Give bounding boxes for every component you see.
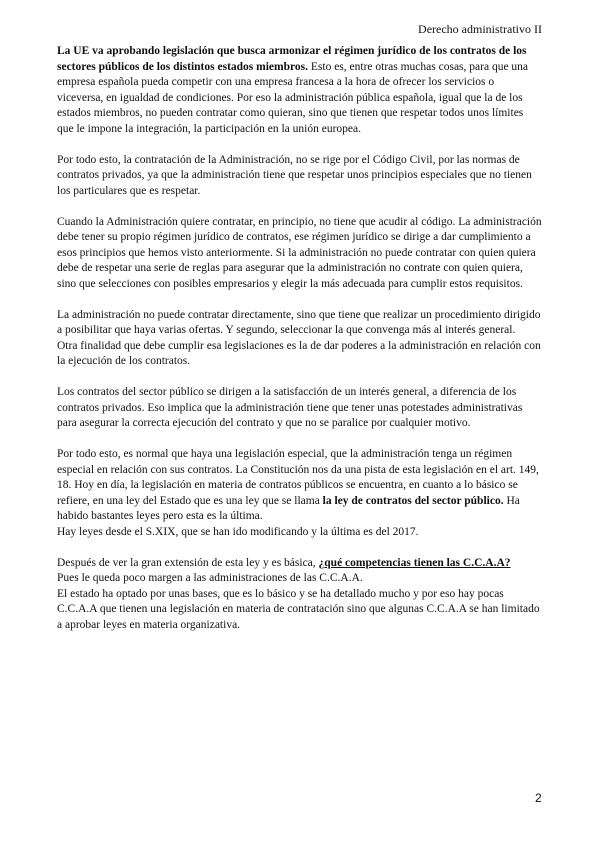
- paragraph-bases: El estado ha optado por unas bases, que es lo básico y se ha detallado mucho y por eso hay pocas C.C.A.A que tienen una legislación en materia de contratación sino que algunas C.C.A.A se han limitado a aprobar leyes en materia organizativa.: [57, 587, 540, 631]
- paragraph-margen: Pues le queda poco margen a las administraciones de las C.C.A.A.: [57, 572, 363, 584]
- page-header-title: Derecho administrativo II: [418, 22, 542, 36]
- paragraph-procedimiento: La administración no puede contratar directamente, sino que tiene que realizar un procedimiento dirigido a posibilitar que haya varias ofertas. Y segundo, seleccionar la que convenga más al interés general.: [57, 308, 541, 336]
- paragraph-text: Esto es, entre otras muchas cosas, para que una empresa española pueda competir con una empresa francesa a la hora de ofrecer los servicios o viceversa, en igualdad de condiciones. Por eso la administración pública española, igual que la de los estados miembros, no pueden contratar como quieran, sino que tienen que respetar todos unos límites que le impone la integración, la participación en la unión europea.: [57, 60, 529, 135]
- paragraph-text-tail: Ha habido bastantes leyes pero esta es la última.: [57, 494, 520, 522]
- paragraph-text: Por todo esto, es normal que haya una legislación especial, que la administración tenga un régimen especial en relación con sus contratos. La Constitución nos da una pista de esta legislación en el art. 149, 18. Hoy en día, la legislación en materia de contratos públicos se encuentra, en cuanto a lo básico se refiere, en una ley del Estado que es una ley que se llama: [57, 448, 539, 507]
- paragraph-codigo-civil: Por todo esto, la contratación de la Administración, no se rige por el Código Civil, por las normas de contratos privados, ya que la administración tiene que respetar unos principios especiales que no tienen los particulares que es respetar.: [57, 153, 532, 197]
- paragraph-regimen-juridico: Cuando la Administración quiere contratar, en principio, no tiene que acudir al código. La administración debe tener su propio régimen jurídico de contratos, ese régimen jurídico se dirige a dar cumplimiento a esos principios que hemos visto anteriormente. Si la administración no puede contratar con quien quiera debe de respetar una serie de reglas para asegurar que la administración no contrate con quien quiera, sino que selecciones con posibles empresarios y elegir la más adecuada para cumplir estos requisitos.: [57, 215, 542, 290]
- paragraph-legislacion-especial: [57, 447, 542, 525]
- page-body: [57, 44, 542, 649]
- paragraph-otra-finalidad: Otra finalidad que debe cumplir esa legislaciones es la de dar poderes a la administración en relación con la ejecución de los contratos.: [57, 339, 541, 367]
- bold-question: ¿qué competencias tienen las C.C.A.A?: [318, 556, 511, 569]
- paragraph-text: Después de ver la gran extensión de esta ley y es básica,: [57, 556, 319, 569]
- paragraph-ue-legislation: [57, 44, 542, 137]
- bold-intro: La UE va aprobando legislación que busca armonizar el régimen jurídico de los contratos de los sectores públicos de los distintos estados miembros.: [57, 45, 527, 73]
- bold-ley-contratos: la ley de contratos del sector público.: [322, 494, 504, 507]
- paragraph-leyes-siglo: Hay leyes desde el S.XIX, que se han ido modificando y la última es del 2017.: [57, 525, 419, 538]
- paragraph-sector-publico: Los contratos del sector público se dirigen a la satisfacción de un interés general, a diferencia de los contratos privados. Eso implica que la administración tiene que tener unas potestades administrativas para asegurar la correcta ejecución del contrato y que no se paralice por cualquier motivo.: [57, 386, 523, 429]
- paragraph-competencias: [57, 556, 542, 572]
- page-number: 2: [535, 791, 542, 805]
